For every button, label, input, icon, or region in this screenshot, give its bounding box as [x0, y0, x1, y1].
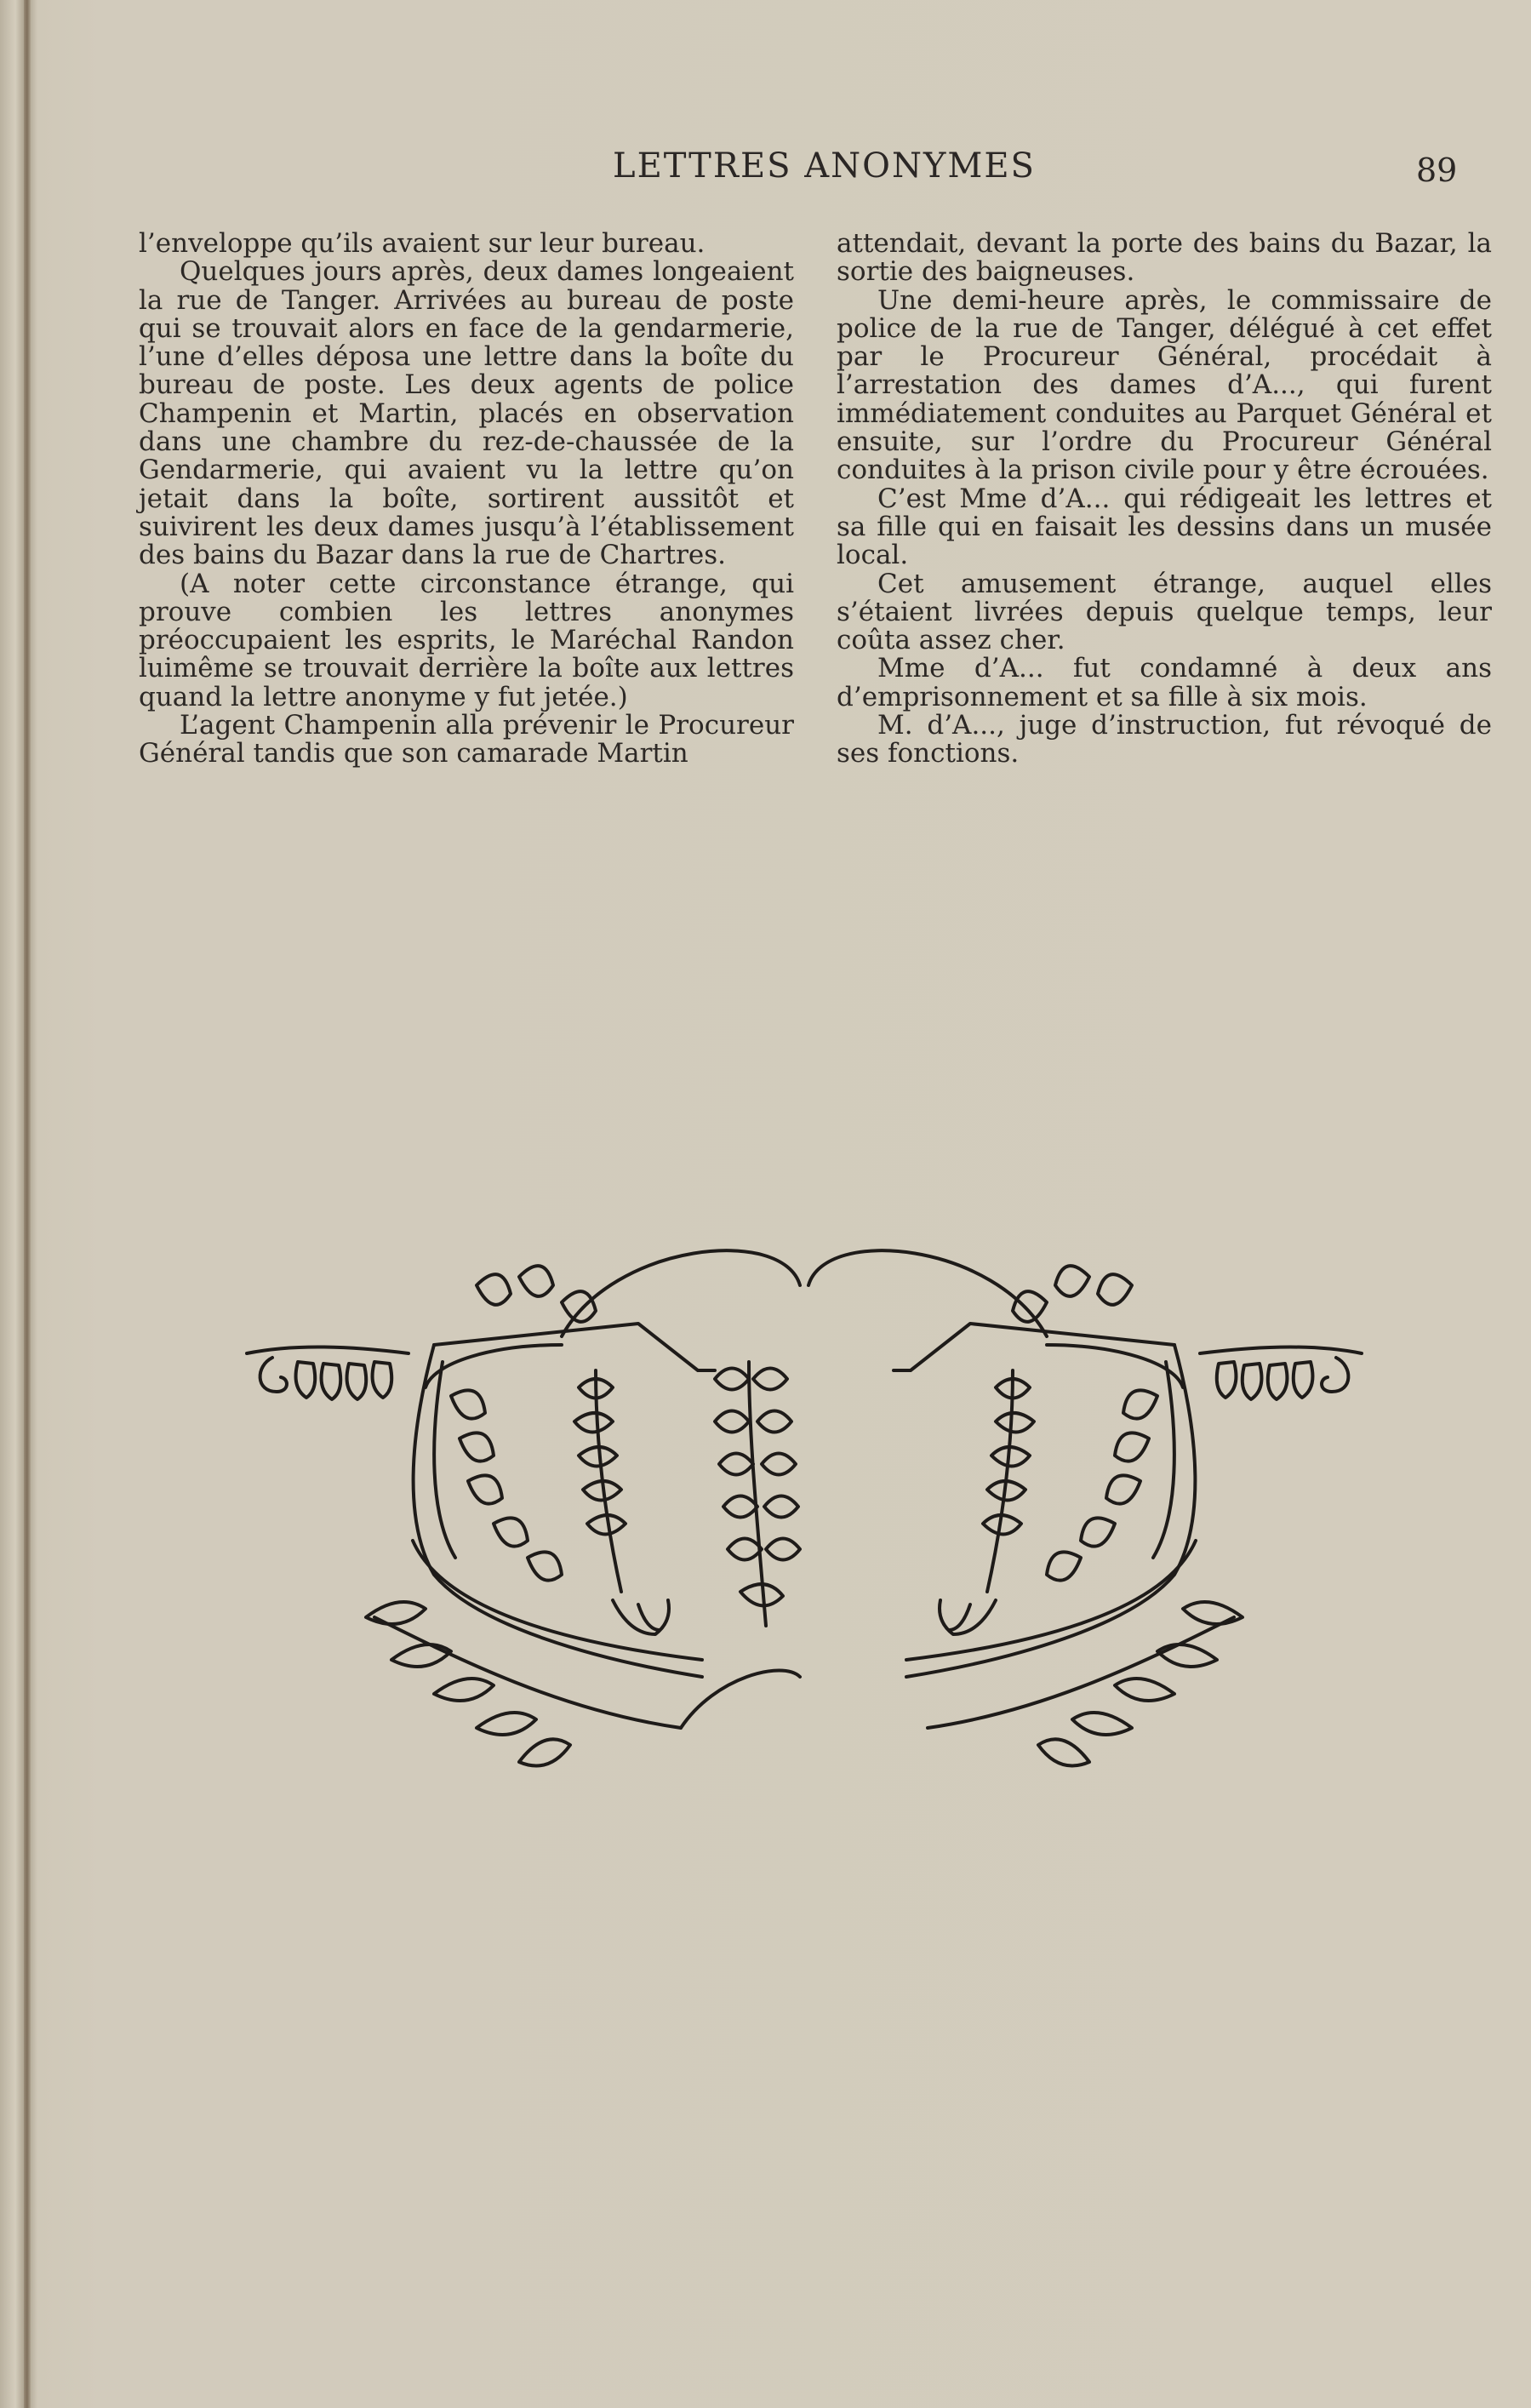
right-column	[837, 230, 1492, 769]
paragraph: Mme d’A... fut condamné à deux ans d’emprisonnement et sa fille à six mois.	[837, 653, 1492, 712]
paragraph: M. d’A..., juge d’instruction, fut révoqué de ses fonctions.	[837, 710, 1492, 769]
paragraph: l’enveloppe qu’ils avaient sur leur bureau.	[139, 228, 706, 259]
page-fold-shadow	[24, 0, 31, 2408]
ornament-center	[681, 1362, 800, 1728]
ornament-right-half	[808, 1250, 1362, 1765]
paragraph: Une demi-heure après, le commissaire de police de la rue de Tanger, délégué à cet effet par le Procureur Général, procédait à l’arrestation des dames d’A..., qui furent immédiatement conduites au Parquet Général et ensuite, sur l’ordre du Procureur Général conduites à la prison civile pour y être écrouées.	[837, 284, 1492, 486]
page-number: 89	[1416, 152, 1458, 189]
paragraph: Quelques jours après, deux dames longeaient la rue de Tanger. Arrivées au bureau de poste qui se trouvait alors en face de la gendarmerie, l’une d’elles déposa une lettre dans la boîte du bureau de poste. Les deux agents de police Champenin et Martin, placés en observation dans une chambre du rez-de-chaussée de la Gendarmerie, qui avaient vu la lettre qu’on jetait dans la boîte, sortirent aussitôt et suivirent les deux dames jusqu’à l’établissement des bains du Bazar dans la rue de Chartres.	[139, 256, 794, 571]
page-header	[0, 146, 1531, 197]
paragraph: (A noter cette circonstance étrange, qui prouve combien les lettres anonymes préoccupaient les esprits, le Maréchal Randon luimême se trouvait derrière la boîte aux lettres quand la lettre anonyme y fut jetée.)	[139, 568, 794, 712]
paragraph: C’est Mme d’A... qui rédigeait les lettres et sa fille qui en faisait les dessins dans un musée local.	[837, 483, 1492, 571]
paragraph: attendait, devant la porte des bains du Bazar, la sortie des baigneuses.	[837, 228, 1492, 288]
art-nouveau-floral-ornament-icon	[238, 1217, 1370, 1796]
paragraph: Cet amusement étrange, auquel elles s’étaient livrées depuis quelque temps, leur coûta assez cher.	[837, 568, 1492, 656]
left-column	[139, 230, 794, 769]
ornament-left-half	[247, 1250, 800, 1765]
running-title: LETTRES ANONYMES	[613, 146, 1036, 186]
paragraph: L’agent Champenin alla prévenir le Procureur Général tandis que son camarade Martin	[139, 710, 794, 769]
